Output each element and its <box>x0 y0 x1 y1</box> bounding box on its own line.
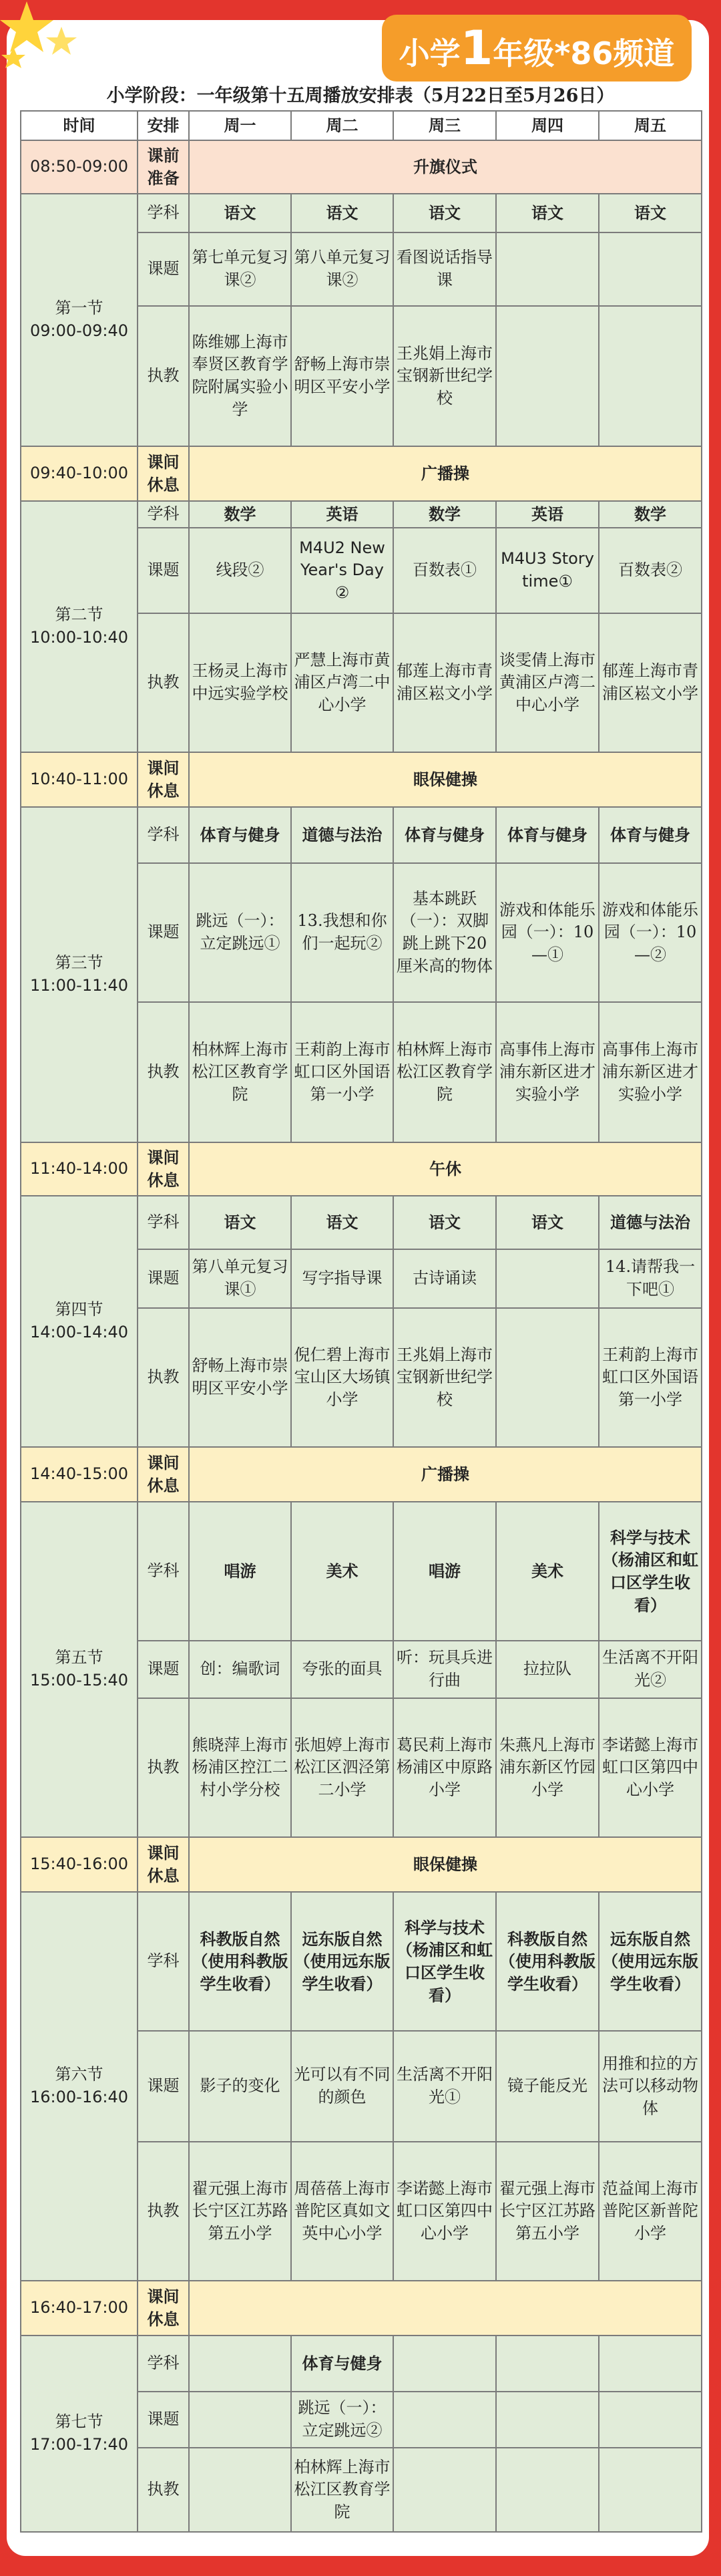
teacher-cell: 范益闻上海市普陀区新普陀小学 <box>599 2142 702 2281</box>
time-cell: 09:40-10:00 <box>21 446 138 501</box>
teacher-cell: 周蓓蓓上海市普陀区真如文英中心小学 <box>291 2142 393 2281</box>
label-topic: 课题 <box>138 528 189 613</box>
teacher-cell: 郁莲上海市青浦区崧文小学 <box>393 613 496 752</box>
teacher-cell: 王杨灵上海市中远实验学校 <box>189 613 291 752</box>
subject-cell: 数学 <box>189 501 291 528</box>
teacher-cell: 王兆娟上海市宝钢新世纪学校 <box>393 306 496 446</box>
arrange-cell: 课间休息 <box>138 1837 189 1892</box>
subject-cell: 数学 <box>599 501 702 528</box>
label-subject: 学科 <box>138 1196 189 1249</box>
label-topic: 课题 <box>138 863 189 1002</box>
teacher-cell: 李诺懿上海市虹口区第四中心小学 <box>599 1698 702 1837</box>
subject-cell: 英语 <box>291 501 393 528</box>
row-flag-ceremony <box>21 140 702 194</box>
teacher-cell: 王莉韵上海市虹口区外国语第一小学 <box>599 1308 702 1447</box>
teacher-cell: 舒畅上海市崇明区平安小学 <box>291 306 393 446</box>
period-time: 11:00-11:40 <box>30 976 128 995</box>
arrange-cell: 课前准备 <box>138 140 189 194</box>
header-fri: 周五 <box>599 111 702 140</box>
time-cell: 10:40-11:00 <box>21 752 138 807</box>
topic-cell: 跳远（一）：立定跳远② <box>291 2392 393 2448</box>
period-cell <box>21 501 138 752</box>
event-cell: 广播操 <box>189 446 702 501</box>
subject-cell: 语文 <box>291 194 393 232</box>
topic-cell: 百数表① <box>393 528 496 613</box>
topic-cell: 夸张的面具 <box>291 1641 393 1698</box>
subject-cell: 体育与健身 <box>393 807 496 863</box>
label-teacher: 执教 <box>138 2448 189 2532</box>
subject-cell: 科学与技术（杨浦区和虹口区学生收看） <box>599 1502 702 1641</box>
topic-cell: 拉拉队 <box>496 1641 599 1698</box>
topic-cell <box>599 232 702 306</box>
header-row <box>21 111 702 140</box>
topic-cell: 第八单元复习课① <box>189 1249 291 1308</box>
event-cell: 午休 <box>189 1142 702 1196</box>
label-subject: 学科 <box>138 501 189 528</box>
subject-cell: 英语 <box>496 501 599 528</box>
topic-cell <box>393 2392 496 2448</box>
topic-cell <box>496 1249 599 1308</box>
period-name: 第三节 <box>55 953 103 973</box>
period-cell <box>21 1892 138 2281</box>
topic-cell <box>189 2392 291 2448</box>
subject-cell: 科学与技术（杨浦区和虹口区学生收看） <box>393 1892 496 2031</box>
subject-cell: 科教版自然（使用科教版学生收看） <box>189 1892 291 2031</box>
subject-cell <box>189 2336 291 2392</box>
teacher-cell: 舒畅上海市崇明区平安小学 <box>189 1308 291 1447</box>
row-break-eye <box>21 752 702 807</box>
teacher-cell <box>496 2448 599 2532</box>
teacher-cell: 熊晓萍上海市杨浦区控江二村小学分校 <box>189 1698 291 1837</box>
topic-cell: 光可以有不同的颜色 <box>291 2031 393 2142</box>
teacher-cell <box>189 2448 291 2532</box>
label-subject: 学科 <box>138 194 189 232</box>
label-teacher: 执教 <box>138 306 189 446</box>
arrange-cell: 课间休息 <box>138 752 189 807</box>
star-decoration-icon <box>0 0 80 80</box>
period-cell <box>21 1196 138 1447</box>
teacher-cell <box>393 2448 496 2532</box>
label-topic: 课题 <box>138 232 189 306</box>
teacher-cell: 翟元强上海市长宁区江苏路第五小学 <box>496 2142 599 2281</box>
badge-grade-number: 1 <box>460 21 493 75</box>
topic-cell: 线段② <box>189 528 291 613</box>
header-arrange: 安排 <box>138 111 189 140</box>
row-lunch <box>21 1142 702 1196</box>
topic-cell <box>496 2392 599 2448</box>
topic-cell: M4U3 Story time① <box>496 528 599 613</box>
time-cell: 08:50-09:00 <box>21 140 138 194</box>
topic-cell: 跳远（一）：立定跳远① <box>189 863 291 1002</box>
label-topic: 课题 <box>138 2392 189 2448</box>
label-teacher: 执教 <box>138 1698 189 1837</box>
header-wed: 周三 <box>393 111 496 140</box>
topic-cell: 14.请帮我一下吧① <box>599 1249 702 1308</box>
teacher-cell: 柏林辉上海市松江区教育学院 <box>393 1002 496 1142</box>
topic-cell: 写字指导课 <box>291 1249 393 1308</box>
teacher-cell: 朱燕凡上海市浦东新区竹园小学 <box>496 1698 599 1837</box>
header-time: 时间 <box>21 111 138 140</box>
period-cell <box>21 807 138 1142</box>
subject-cell: 语文 <box>189 194 291 232</box>
topic-cell <box>599 2392 702 2448</box>
topic-cell: 游戏和体能乐园（一）：10—① <box>496 863 599 1002</box>
label-topic: 课题 <box>138 1641 189 1698</box>
row-p6-subject <box>21 1892 702 2031</box>
teacher-cell: 柏林辉上海市松江区教育学院 <box>291 2448 393 2532</box>
period-time: 10:00-10:40 <box>30 628 128 647</box>
subject-cell: 语文 <box>291 1196 393 1249</box>
topic-cell: 看图说话指导课 <box>393 232 496 306</box>
label-subject: 学科 <box>138 1892 189 2031</box>
topic-cell: 第七单元复习课② <box>189 232 291 306</box>
teacher-cell: 李诺懿上海市虹口区第四中心小学 <box>393 2142 496 2281</box>
topic-cell: M4U2 New Year's Day② <box>291 528 393 613</box>
subject-cell <box>393 2336 496 2392</box>
time-cell: 14:40-15:00 <box>21 1447 138 1502</box>
period-cell <box>21 2336 138 2532</box>
teacher-cell <box>599 2448 702 2532</box>
topic-cell: 基本跳跃（一）：双脚跳上跳下20厘米高的物体 <box>393 863 496 1002</box>
subject-cell: 体育与健身 <box>189 807 291 863</box>
period-time: 14:00-14:40 <box>30 1323 128 1341</box>
subject-cell: 语文 <box>496 194 599 232</box>
topic-cell: 13.我想和你们一起玩② <box>291 863 393 1002</box>
subject-cell: 数学 <box>393 501 496 528</box>
period-name: 第五节 <box>55 1648 103 1667</box>
topic-cell: 百数表② <box>599 528 702 613</box>
row-break-eye-2 <box>21 1837 702 1892</box>
row-p3-subject <box>21 807 702 863</box>
topic-cell: 生活离不开阳光② <box>599 1641 702 1698</box>
badge-prefix: 小学 <box>399 35 461 71</box>
label-teacher: 执教 <box>138 1308 189 1447</box>
topic-cell: 创：编歌词 <box>189 1641 291 1698</box>
label-subject: 学科 <box>138 1502 189 1641</box>
arrange-cell: 课间休息 <box>138 1447 189 1502</box>
subject-cell: 美术 <box>496 1502 599 1641</box>
period-cell <box>21 194 138 446</box>
event-cell: 广播操 <box>189 1447 702 1502</box>
event-cell: 升旗仪式 <box>189 140 702 194</box>
teacher-cell <box>496 1308 599 1447</box>
row-p1-subject <box>21 194 702 232</box>
teacher-cell: 严慧上海市黄浦区卢湾二中心小学 <box>291 613 393 752</box>
topic-cell: 古诗诵读 <box>393 1249 496 1308</box>
teacher-cell <box>496 306 599 446</box>
subject-cell: 语文 <box>496 1196 599 1249</box>
subject-cell: 体育与健身 <box>291 2336 393 2392</box>
topic-cell: 用推和拉的方法可以移动物体 <box>599 2031 702 2142</box>
teacher-cell: 葛民莉上海市杨浦区中原路小学 <box>393 1698 496 1837</box>
topic-cell: 影子的变化 <box>189 2031 291 2142</box>
row-break-late <box>21 2281 702 2336</box>
event-cell: 眼保健操 <box>189 1837 702 1892</box>
label-teacher: 执教 <box>138 613 189 752</box>
grade-badge <box>382 15 692 82</box>
teacher-cell <box>599 306 702 446</box>
header-mon: 周一 <box>189 111 291 140</box>
row-p7-subject <box>21 2336 702 2392</box>
subject-cell: 唱游 <box>393 1502 496 1641</box>
time-cell: 16:40-17:00 <box>21 2281 138 2336</box>
row-p2-subject <box>21 501 702 528</box>
period-time: 09:00-09:40 <box>30 321 128 340</box>
label-topic: 课题 <box>138 2031 189 2142</box>
topic-cell: 镜子能反光 <box>496 2031 599 2142</box>
teacher-cell: 张旭婷上海市松江区泗泾第二小学 <box>291 1698 393 1837</box>
label-teacher: 执教 <box>138 1002 189 1142</box>
subject-cell: 体育与健身 <box>599 807 702 863</box>
topic-cell: 第八单元复习课② <box>291 232 393 306</box>
arrange-cell: 课间休息 <box>138 1142 189 1196</box>
schedule-subtitle: 小学阶段：一年级第十五周播放安排表（5月22日至5月26日） <box>106 86 615 106</box>
teacher-cell: 高事伟上海市浦东新区进才实验小学 <box>599 1002 702 1142</box>
subject-cell: 体育与健身 <box>496 807 599 863</box>
topic-cell: 游戏和体能乐园（一）：10—② <box>599 863 702 1002</box>
subject-cell: 语文 <box>599 194 702 232</box>
header-thu: 周四 <box>496 111 599 140</box>
teacher-cell: 倪仁碧上海市宝山区大场镇小学 <box>291 1308 393 1447</box>
time-cell: 11:40-14:00 <box>21 1142 138 1196</box>
teacher-cell: 谈雯倩上海市黄浦区卢湾二中心小学 <box>496 613 599 752</box>
time-cell: 15:40-16:00 <box>21 1837 138 1892</box>
period-time: 16:00-16:40 <box>30 2088 128 2106</box>
subject-cell <box>496 2336 599 2392</box>
subject-cell: 道德与法治 <box>291 807 393 863</box>
teacher-cell: 翟元强上海市长宁区江苏路第五小学 <box>189 2142 291 2281</box>
subject-cell: 语文 <box>393 1196 496 1249</box>
row-p4-subject <box>21 1196 702 1249</box>
subject-cell: 唱游 <box>189 1502 291 1641</box>
period-name: 第二节 <box>55 605 103 625</box>
header-tue: 周二 <box>291 111 393 140</box>
teacher-cell: 王莉韵上海市虹口区外国语第一小学 <box>291 1002 393 1142</box>
period-cell <box>21 1502 138 1837</box>
row-break-exercise <box>21 446 702 501</box>
badge-suffix: 年级*86频道 <box>493 35 675 71</box>
label-subject: 学科 <box>138 2336 189 2392</box>
teacher-cell: 王兆娟上海市宝钢新世纪学校 <box>393 1308 496 1447</box>
period-time: 17:00-17:40 <box>30 2435 128 2454</box>
subject-cell: 远东版自然（使用远东版学生收看） <box>599 1892 702 2031</box>
period-name: 第七节 <box>55 2412 103 2432</box>
period-time: 15:00-15:40 <box>30 1671 128 1689</box>
teacher-cell: 陈维娜上海市奉贤区教育学院附属实验小学 <box>189 306 291 446</box>
label-subject: 学科 <box>138 807 189 863</box>
event-cell <box>189 2281 702 2336</box>
subject-cell <box>599 2336 702 2392</box>
teacher-cell: 柏林辉上海市松江区教育学院 <box>189 1002 291 1142</box>
event-cell: 眼保健操 <box>189 752 702 807</box>
label-teacher: 执教 <box>138 2142 189 2281</box>
schedule-table <box>20 110 702 2533</box>
teacher-cell: 郁莲上海市青浦区崧文小学 <box>599 613 702 752</box>
subject-cell: 远东版自然（使用远东版学生收看） <box>291 1892 393 2031</box>
topic-cell: 听：玩具兵进行曲 <box>393 1641 496 1698</box>
period-name: 第一节 <box>55 299 103 318</box>
topic-cell: 生活离不开阳光① <box>393 2031 496 2142</box>
subject-cell: 语文 <box>393 194 496 232</box>
topic-cell <box>496 232 599 306</box>
label-topic: 课题 <box>138 1249 189 1308</box>
arrange-cell: 课间休息 <box>138 446 189 501</box>
period-name: 第四节 <box>55 1300 103 1319</box>
subject-cell: 美术 <box>291 1502 393 1641</box>
arrange-cell: 课间休息 <box>138 2281 189 2336</box>
teacher-cell: 高事伟上海市浦东新区进才实验小学 <box>496 1002 599 1142</box>
row-break-exercise-2 <box>21 1447 702 1502</box>
subject-cell: 语文 <box>189 1196 291 1249</box>
row-p5-subject <box>21 1502 702 1641</box>
subject-cell: 科教版自然（使用科教版学生收看） <box>496 1892 599 2031</box>
period-name: 第六节 <box>55 2065 103 2084</box>
subject-cell: 道德与法治 <box>599 1196 702 1249</box>
